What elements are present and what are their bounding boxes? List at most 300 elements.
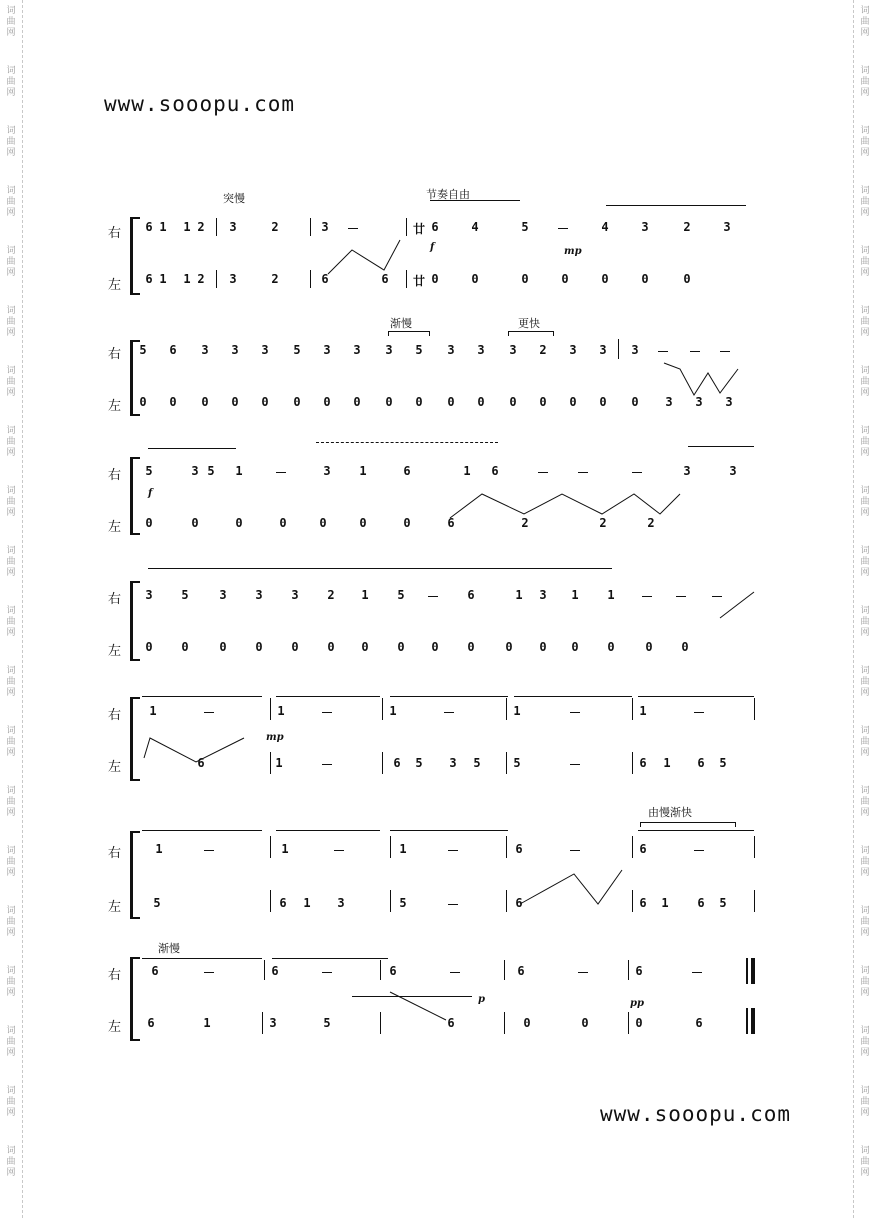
barline — [754, 698, 755, 720]
extension-dash — [322, 972, 332, 973]
note: 0 — [327, 640, 335, 654]
extension-dash — [322, 712, 332, 713]
note: 6 — [147, 1016, 155, 1030]
note: 1 — [399, 842, 407, 856]
note: 3 — [231, 343, 239, 357]
side-watermark-glyph: 词 曲 网 — [6, 666, 16, 698]
glissando-line — [390, 992, 450, 1022]
side-watermark-glyph: 词 曲 网 — [6, 1086, 16, 1118]
extension-dash — [450, 972, 460, 973]
phrase-slur — [606, 205, 746, 206]
extension-dash — [570, 850, 580, 851]
note: 6 — [695, 1016, 703, 1030]
extension-dash — [692, 972, 702, 973]
note: 3 — [729, 464, 737, 478]
note: 6 — [447, 1016, 455, 1030]
note: 0 — [323, 395, 331, 409]
note: 6 — [447, 516, 455, 530]
side-watermark-glyph: 词 曲 网 — [860, 426, 870, 458]
side-watermark-glyph: 词 曲 网 — [860, 1026, 870, 1058]
glissando-line — [518, 870, 622, 910]
side-watermark-glyph: 词 曲 网 — [860, 966, 870, 998]
extension-dash — [570, 764, 580, 765]
note: 6 — [321, 272, 329, 286]
side-watermark-glyph: 词 曲 网 — [860, 66, 870, 98]
lower-part-label: 左 — [108, 760, 122, 775]
note: 2 — [327, 588, 335, 602]
barline — [618, 339, 619, 359]
note: 1 — [275, 756, 283, 770]
note: 5 — [323, 1016, 331, 1030]
extension-dash — [578, 472, 588, 473]
barline — [264, 960, 265, 980]
upper-part-label: 右 — [108, 708, 122, 723]
phrase-slur — [272, 958, 388, 959]
tempo-bracket — [640, 822, 736, 823]
note: 1 — [639, 704, 647, 718]
extension-dash — [204, 712, 214, 713]
side-watermark-glyph: 词 曲 网 — [6, 786, 16, 818]
note: 5 — [415, 756, 423, 770]
note: 2 — [521, 516, 529, 530]
note: 0 — [261, 395, 269, 409]
side-watermark-glyph: 词 曲 网 — [6, 1026, 16, 1058]
glissando-line — [144, 730, 248, 770]
note: 0 — [291, 640, 299, 654]
dynamic-mark: f — [148, 488, 153, 499]
upper-staff — [108, 220, 758, 242]
note: 0 — [235, 516, 243, 530]
note: 1 — [359, 464, 367, 478]
barline — [754, 890, 755, 912]
score-system-6 — [108, 800, 758, 920]
note: 6 — [515, 842, 523, 856]
extension-dash — [720, 351, 730, 352]
note: 1 — [361, 588, 369, 602]
dynamic-mark: f — [430, 242, 435, 253]
note: 2 — [599, 516, 607, 530]
note: 0 — [505, 640, 513, 654]
score-system-4 — [108, 560, 758, 660]
note: 5 — [293, 343, 301, 357]
note: 0 — [571, 640, 579, 654]
upper-staff — [108, 964, 758, 986]
note: 0 — [255, 640, 263, 654]
dynamic-mark: mp — [266, 732, 284, 743]
barline — [270, 836, 271, 858]
note: 0 — [601, 272, 609, 286]
note: 2 — [271, 220, 279, 234]
tempo-bracket — [388, 331, 430, 332]
note: 6 — [635, 964, 643, 978]
phrase-slur — [638, 696, 754, 697]
note: 6 — [145, 220, 153, 234]
barline — [390, 890, 391, 912]
side-watermark-glyph: 词 曲 网 — [860, 546, 870, 578]
lower-part-label: 左 — [108, 1020, 122, 1035]
phrase-slur — [390, 830, 508, 831]
extension-dash — [334, 850, 344, 851]
note: 0 — [415, 395, 423, 409]
note: 1 — [281, 842, 289, 856]
side-watermark-glyph: 词 曲 网 — [6, 486, 16, 518]
upper-part-label: 右 — [108, 592, 122, 607]
barline — [380, 1012, 381, 1034]
phrase-slur — [148, 568, 612, 569]
phrase-slur — [276, 830, 380, 831]
extension-dash — [448, 904, 458, 905]
note: 1 — [389, 704, 397, 718]
phrase-slur — [316, 442, 498, 443]
note: 1 — [155, 842, 163, 856]
note: 2 — [647, 516, 655, 530]
extension-dash — [690, 351, 700, 352]
side-watermark-glyph: 词 曲 网 — [860, 186, 870, 218]
phrase-slur — [638, 830, 754, 831]
upper-staff — [108, 588, 758, 610]
lower-part-label: 左 — [108, 278, 122, 293]
side-watermark-glyph: 词 曲 网 — [860, 6, 870, 38]
note: 3 — [291, 588, 299, 602]
note: 0 — [477, 395, 485, 409]
note: 1 — [463, 464, 471, 478]
note: 0 — [231, 395, 239, 409]
barline — [216, 218, 217, 236]
note: 0 — [431, 640, 439, 654]
extension-dash — [578, 972, 588, 973]
note: 6 — [145, 272, 153, 286]
tempo-bracket — [508, 331, 554, 332]
note: 0 — [635, 1016, 643, 1030]
dynamic-mark: mp — [564, 246, 582, 257]
note: 0 — [359, 516, 367, 530]
barline — [632, 836, 633, 858]
lower-part-label: 左 — [108, 644, 122, 659]
footer-url: www.sooopu.com — [600, 1102, 792, 1126]
note: 4 — [471, 220, 479, 234]
note: 0 — [191, 516, 199, 530]
side-watermark-glyph: 词 曲 网 — [860, 126, 870, 158]
barline — [382, 752, 383, 774]
barline — [270, 752, 271, 774]
side-watermark-glyph: 词 曲 网 — [860, 846, 870, 878]
note: 5 — [521, 220, 529, 234]
note: 6 — [197, 756, 205, 770]
lower-staff — [108, 395, 758, 417]
barline — [270, 890, 271, 912]
note: 1 — [183, 220, 191, 234]
side-watermark-glyph: 词 曲 网 — [6, 1146, 16, 1178]
note: 0 — [353, 395, 361, 409]
score-system-1 — [108, 190, 758, 300]
note: 3 — [201, 343, 209, 357]
note: 6 — [279, 896, 287, 910]
note: 0 — [201, 395, 209, 409]
extension-dash — [538, 472, 548, 473]
side-watermark-glyph: 词 曲 网 — [6, 726, 16, 758]
side-watermark-glyph: 词 曲 网 — [860, 246, 870, 278]
note: 3 — [447, 343, 455, 357]
note: 3 — [725, 395, 733, 409]
note: 1 — [513, 704, 521, 718]
note: 3 — [599, 343, 607, 357]
extension-dash — [676, 596, 686, 597]
note: 6 — [393, 756, 401, 770]
note: 5 — [719, 896, 727, 910]
note: 6 — [169, 343, 177, 357]
note: 0 — [539, 395, 547, 409]
barline — [628, 1012, 629, 1034]
note: 3 — [449, 756, 457, 770]
note: 6 — [381, 272, 389, 286]
note: 5 — [207, 464, 215, 478]
note: 0 — [523, 1016, 531, 1030]
note: 0 — [403, 516, 411, 530]
note: 3 — [665, 395, 673, 409]
barline — [310, 218, 311, 236]
note: 1 — [203, 1016, 211, 1030]
special-symbol: 廿 — [412, 222, 425, 236]
final-barline — [746, 1008, 748, 1034]
note: 0 — [145, 640, 153, 654]
note: 3 — [261, 343, 269, 357]
phrase-slur — [514, 696, 632, 697]
final-barline — [751, 1008, 755, 1034]
side-watermark-glyph: 词 曲 网 — [6, 906, 16, 938]
note: 6 — [517, 964, 525, 978]
note: 5 — [153, 896, 161, 910]
note: 3 — [631, 343, 639, 357]
phrase-slur — [142, 958, 262, 959]
note: 1 — [235, 464, 243, 478]
note: 1 — [159, 272, 167, 286]
side-watermark-glyph: 词 曲 网 — [860, 786, 870, 818]
tempo-annotation: 节奏自由 — [426, 188, 470, 201]
side-watermark-glyph: 词 曲 网 — [860, 1086, 870, 1118]
extension-dash — [570, 712, 580, 713]
note: 3 — [255, 588, 263, 602]
note: 0 — [431, 272, 439, 286]
glissando-line — [324, 240, 404, 280]
note: 3 — [539, 588, 547, 602]
dynamic-mark: p — [478, 994, 485, 1005]
tempo-annotation: 由慢渐快 — [648, 806, 692, 819]
extension-dash — [448, 850, 458, 851]
final-barline — [746, 958, 748, 984]
special-symbol: 廿 — [412, 274, 425, 288]
note: 5 — [415, 343, 423, 357]
final-barline — [751, 958, 755, 984]
side-watermark-glyph: 词 曲 网 — [6, 366, 16, 398]
note: 2 — [197, 220, 205, 234]
note: 0 — [681, 640, 689, 654]
note: 2 — [271, 272, 279, 286]
phrase-slur — [276, 696, 380, 697]
note: 3 — [269, 1016, 277, 1030]
side-watermark-glyph: 词 曲 网 — [6, 66, 16, 98]
note: 3 — [229, 272, 237, 286]
note: 0 — [467, 640, 475, 654]
barline — [628, 960, 629, 980]
side-watermark-glyph: 词 曲 网 — [6, 306, 16, 338]
upper-staff — [108, 464, 758, 486]
note: 2 — [197, 272, 205, 286]
glissando-line — [450, 490, 690, 520]
extension-dash — [558, 228, 568, 229]
extension-dash — [694, 850, 704, 851]
side-watermark-glyph: 词 曲 网 — [6, 126, 16, 158]
note: 0 — [279, 516, 287, 530]
lower-staff — [108, 272, 758, 294]
score-system-2 — [108, 315, 758, 415]
side-watermark-glyph: 词 曲 网 — [860, 1146, 870, 1178]
note: 4 — [601, 220, 609, 234]
note: 0 — [447, 395, 455, 409]
upper-part-label: 右 — [108, 347, 122, 362]
note: 5 — [399, 896, 407, 910]
note: 0 — [385, 395, 393, 409]
note: 6 — [697, 756, 705, 770]
score-system-5 — [108, 690, 758, 785]
note: 3 — [477, 343, 485, 357]
note: 3 — [385, 343, 393, 357]
note: 6 — [697, 896, 705, 910]
note: 1 — [663, 756, 671, 770]
phrase-slur — [142, 830, 262, 831]
note: 3 — [323, 464, 331, 478]
score-system-3 — [108, 440, 758, 535]
note: 6 — [389, 964, 397, 978]
note: 0 — [641, 272, 649, 286]
note: 0 — [145, 516, 153, 530]
note: 3 — [219, 588, 227, 602]
note: 0 — [521, 272, 529, 286]
note: 3 — [569, 343, 577, 357]
tempo-annotation: 渐慢 — [390, 317, 412, 330]
note: 0 — [645, 640, 653, 654]
side-watermark-glyph: 词 曲 网 — [860, 366, 870, 398]
barline — [506, 890, 507, 912]
barline — [390, 836, 391, 858]
extension-dash — [428, 596, 438, 597]
lower-part-label: 左 — [108, 900, 122, 915]
note: 3 — [145, 588, 153, 602]
barline — [632, 752, 633, 774]
note: 6 — [491, 464, 499, 478]
note: 0 — [361, 640, 369, 654]
barline — [504, 1012, 505, 1034]
side-watermark-glyph: 词 曲 网 — [6, 846, 16, 878]
watermark-logo — [108, 118, 138, 162]
note: 0 — [683, 272, 691, 286]
note: 2 — [683, 220, 691, 234]
note: 0 — [319, 516, 327, 530]
barline — [754, 836, 755, 858]
barline — [632, 698, 633, 720]
note: 5 — [397, 588, 405, 602]
note: 5 — [181, 588, 189, 602]
note: 6 — [639, 842, 647, 856]
note: 1 — [303, 896, 311, 910]
phrase-slur — [390, 696, 508, 697]
right-margin-strip — [853, 0, 876, 1218]
extension-dash — [276, 472, 286, 473]
note: 3 — [723, 220, 731, 234]
note: 6 — [403, 464, 411, 478]
note: 3 — [321, 220, 329, 234]
note: 6 — [271, 964, 279, 978]
note: 2 — [539, 343, 547, 357]
upper-part-label: 右 — [108, 226, 122, 241]
note: 0 — [169, 395, 177, 409]
note: 1 — [571, 588, 579, 602]
note: 1 — [661, 896, 669, 910]
barline — [506, 698, 507, 720]
extension-dash — [322, 764, 332, 765]
side-watermark-glyph: 词 曲 网 — [6, 966, 16, 998]
lower-staff — [108, 640, 758, 662]
note: 3 — [695, 395, 703, 409]
barline — [216, 270, 217, 288]
note: 3 — [191, 464, 199, 478]
note: 5 — [139, 343, 147, 357]
barline — [310, 270, 311, 288]
side-watermark-glyph: 词 曲 网 — [6, 426, 16, 458]
barline — [262, 1012, 263, 1034]
side-watermark-glyph: 词 曲 网 — [860, 906, 870, 938]
side-watermark-glyph: 词 曲 网 — [6, 606, 16, 638]
note: 5 — [145, 464, 153, 478]
extension-dash — [632, 472, 642, 473]
barline — [270, 698, 271, 720]
dynamic-mark: pp — [630, 998, 644, 1009]
phrase-slur — [430, 200, 520, 201]
side-watermark-glyph: 词 曲 网 — [860, 726, 870, 758]
side-watermark-glyph: 词 曲 网 — [6, 186, 16, 218]
note: 6 — [431, 220, 439, 234]
side-watermark-glyph: 词 曲 网 — [6, 6, 16, 38]
phrase-slur — [142, 696, 262, 697]
note: 0 — [397, 640, 405, 654]
extension-dash — [348, 228, 358, 229]
note: 0 — [139, 395, 147, 409]
tempo-annotation: 突慢 — [223, 192, 245, 205]
barline — [380, 960, 381, 980]
extension-dash — [444, 712, 454, 713]
note: 6 — [151, 964, 159, 978]
barline — [406, 218, 407, 236]
barline — [504, 960, 505, 980]
upper-staff — [108, 704, 758, 726]
note: 3 — [353, 343, 361, 357]
left-margin-strip — [0, 0, 23, 1218]
note: 1 — [183, 272, 191, 286]
note: 5 — [473, 756, 481, 770]
note: 0 — [539, 640, 547, 654]
note: 3 — [509, 343, 517, 357]
lower-part-label: 左 — [108, 520, 122, 535]
lower-part-label: 左 — [108, 399, 122, 414]
note: 1 — [159, 220, 167, 234]
phrase-slur — [688, 446, 754, 447]
extension-dash — [658, 351, 668, 352]
note: 0 — [599, 395, 607, 409]
note: 5 — [513, 756, 521, 770]
upper-part-label: 右 — [108, 846, 122, 861]
tempo-annotation: 渐慢 — [158, 942, 180, 955]
note: 3 — [683, 464, 691, 478]
extension-dash — [204, 972, 214, 973]
